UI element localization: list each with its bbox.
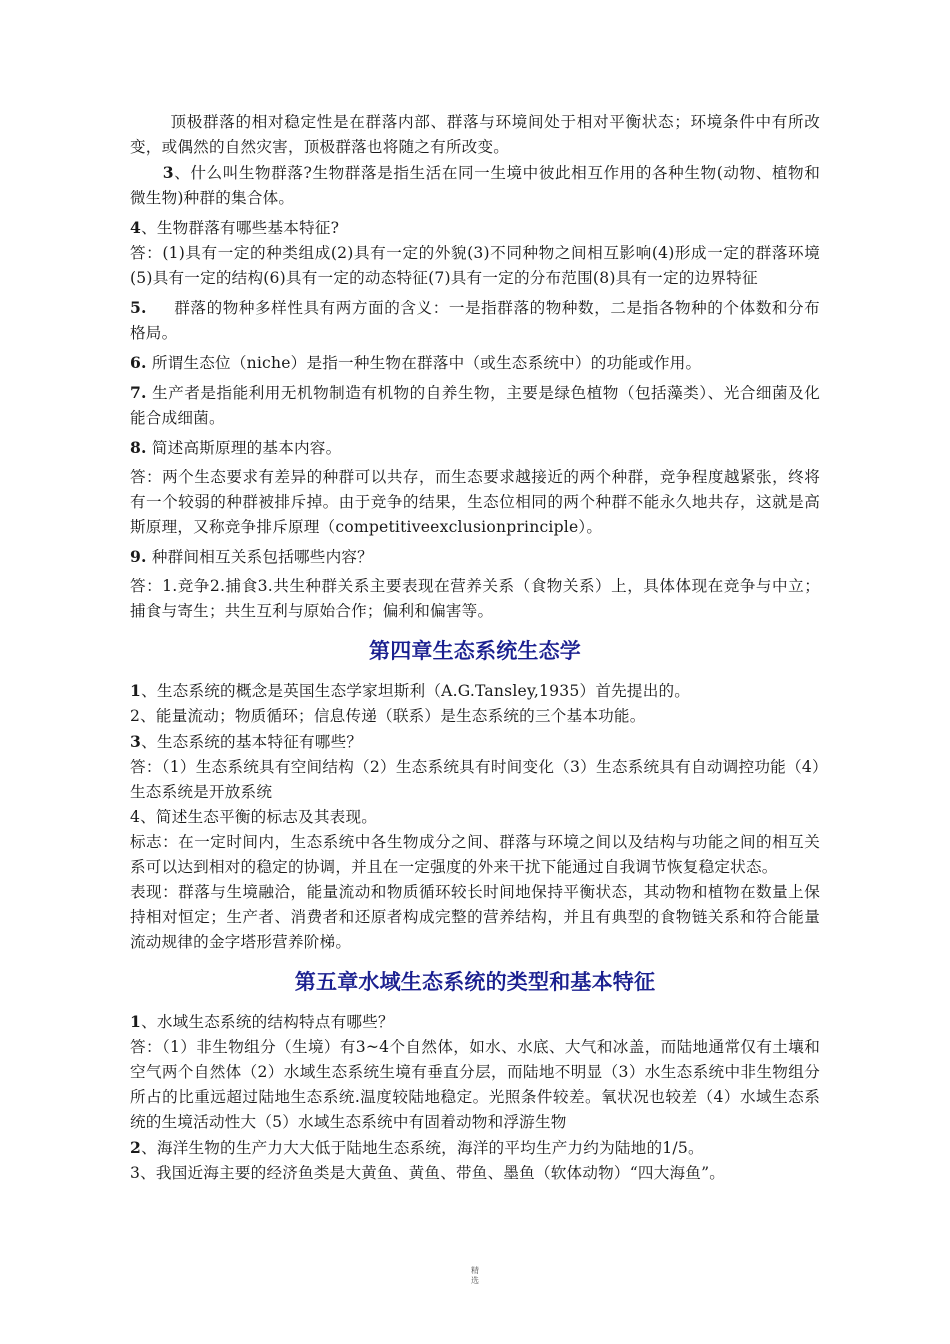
item-number: 1 (130, 1012, 142, 1031)
paragraph-climax-stability: 顶极群落的相对稳定性是在群落内部、群落与环境间处于相对平衡状态；环境条件中有所改变，或偶然的自然灾害，顶极群落也将随之有所改变。 (130, 113, 820, 156)
chapter-4-item-2: 2、能量流动；物质循环；信息传递（联系）是生态系统的三个基本功能。 (130, 707, 646, 725)
chapter-5-item-3: 3、我国近海主要的经济鱼类是大黄鱼、黄鱼、带鱼、墨鱼（软体动物）“四大海鱼”。 (130, 1164, 726, 1182)
chapter-5-item-1 (130, 1009, 820, 1035)
question-6 (130, 350, 820, 376)
footer-mark-line-1: 精 (471, 1266, 479, 1275)
page-footer (0, 1266, 950, 1286)
question-8 (130, 435, 820, 461)
chapter-4-heading: 第四章生态系统生态学 (369, 639, 581, 663)
question-number: 8. (130, 438, 147, 457)
question-text: 、什么叫生物群落?生物群落是指生活在同一生境中彼此相互作用的各种生物(动物、植物和微生物)种群的集合体。 (130, 164, 820, 207)
item-text: 、海洋生物的生产力大大低于陆地生态系统，海洋的平均生产力约为陆地的1/5。 (141, 1139, 704, 1157)
chapter-4-item-1 (130, 678, 820, 704)
question-number: 4 (130, 218, 142, 237)
item-number: 3 (130, 732, 142, 751)
question-number: 3 (162, 163, 174, 182)
item-number: 1 (130, 681, 142, 700)
chapter-4-item-3 (130, 729, 820, 755)
item-text: 、水域生态系统的结构特点有哪些？ (141, 1013, 394, 1031)
question-7 (130, 380, 820, 431)
answer-8: 答：两个生态要求有差异的种群可以共存，而生态要求越接近的两个种群，竞争程度越紧张，终将有一个较弱的种群被排斥掉。由于竞争的结果，生态位相同的两个种群不能永久地共存，这就是高斯原理，又称竞争排斥原理（competitiveexclusionprinciple）。 (130, 468, 820, 536)
chapter-4-balance-signs: 标志：在一定时间内，生态系统中各生物成分之间、群落与环境之间以及结构与功能之间的相互关系可以达到相对的稳定的协调，并且在一定强度的外来干扰下能通过自我调节恢复稳定状态。 (130, 833, 820, 876)
chapter-4-balance-manifestation: 表现：群落与生境融洽，能量流动和物质循环较长时间地保持平衡状态，其动物和植物在数量上保持相对恒定；生产者、消费者和还原者构成完整的营养结构，并且有典型的食物链关系和符合能量流动规律的金字塔形营养阶梯。 (130, 883, 820, 951)
question-text: 生产者是指能利用无机物制造有机物的自养生物，主要是绿色植物（包括藻类）、光合细菌及化能合成细菌。 (130, 384, 820, 427)
question-text: 群落的物种多样性具有两方面的含义：一是指群落的物种数，二是指各物种的个体数和分布格局。 (130, 299, 820, 342)
question-number: 6. (130, 353, 147, 372)
answer-4: 答：(1)具有一定的种类组成(2)具有一定的外貌(3)不同种物之间相互影响(4)形成一定的群落环境(5)具有一定的结构(6)具有一定的动态特征(7)具有一定的分布范围(8)具有一定的边界特征 (130, 244, 820, 287)
question-5 (130, 295, 820, 346)
chapter-4-item-4: 4、简述生态平衡的标志及其表现。 (130, 808, 378, 826)
question-text: 所谓生态位（niche）是指一种生物在群落中（或生态系统中）的功能或作用。 (151, 354, 702, 372)
question-text: 种群间相互关系包括哪些内容？ (151, 548, 373, 566)
question-9 (130, 544, 820, 570)
question-4 (130, 215, 820, 241)
question-3 (130, 160, 820, 211)
question-text: 简述高斯原理的基本内容。 (151, 439, 342, 457)
answer-9: 答：1.竞争2.捕食3.共生种群关系主要表现在营养关系（食物关系）上，具体体现在竞争与中立；捕食与寄生；共生互利与原始合作；偏利和偏害等。 (130, 577, 820, 620)
chapter-4-answer-3: 答：（1）生态系统具有空间结构（2）生态系统具有时间变化（3）生态系统具有自动调控功能（4）生态系统是开放系统 (130, 758, 820, 801)
item-text: 、生态系统的概念是英国生态学家坦斯利（A.G.Tansley,1935）首先提出的。 (141, 682, 691, 700)
chapter-5-item-2 (130, 1135, 820, 1161)
question-text: 、生物群落有哪些基本特征? (141, 219, 340, 237)
page-content (130, 110, 820, 1186)
footer-mark-line-2: 选 (471, 1276, 479, 1285)
chapter-5-answer-1: 答：（1）非生物组分（生境）有3~4个自然体，如水、水底、大气和冰盖，而陆地通常仅有土壤和空气两个自然体（2）水域生态系统生境有垂直分层，而陆地不明显（3）水生态系统中非生物组分所占的比重远超过陆地生态系统.温度较陆地稳定。光照条件较差。氧状况也较差（4）水域生态系统的生境活动性大（5）水域生态系统中有固着动物和浮游生物 (130, 1038, 820, 1131)
question-number: 9. (130, 547, 147, 566)
item-number: 2 (130, 1138, 142, 1157)
question-number: 5. (130, 298, 147, 317)
item-text: 、生态系统的基本特征有哪些？ (141, 733, 363, 751)
question-number: 7. (130, 383, 147, 402)
chapter-5-heading: 第五章水域生态系统的类型和基本特征 (294, 970, 656, 994)
